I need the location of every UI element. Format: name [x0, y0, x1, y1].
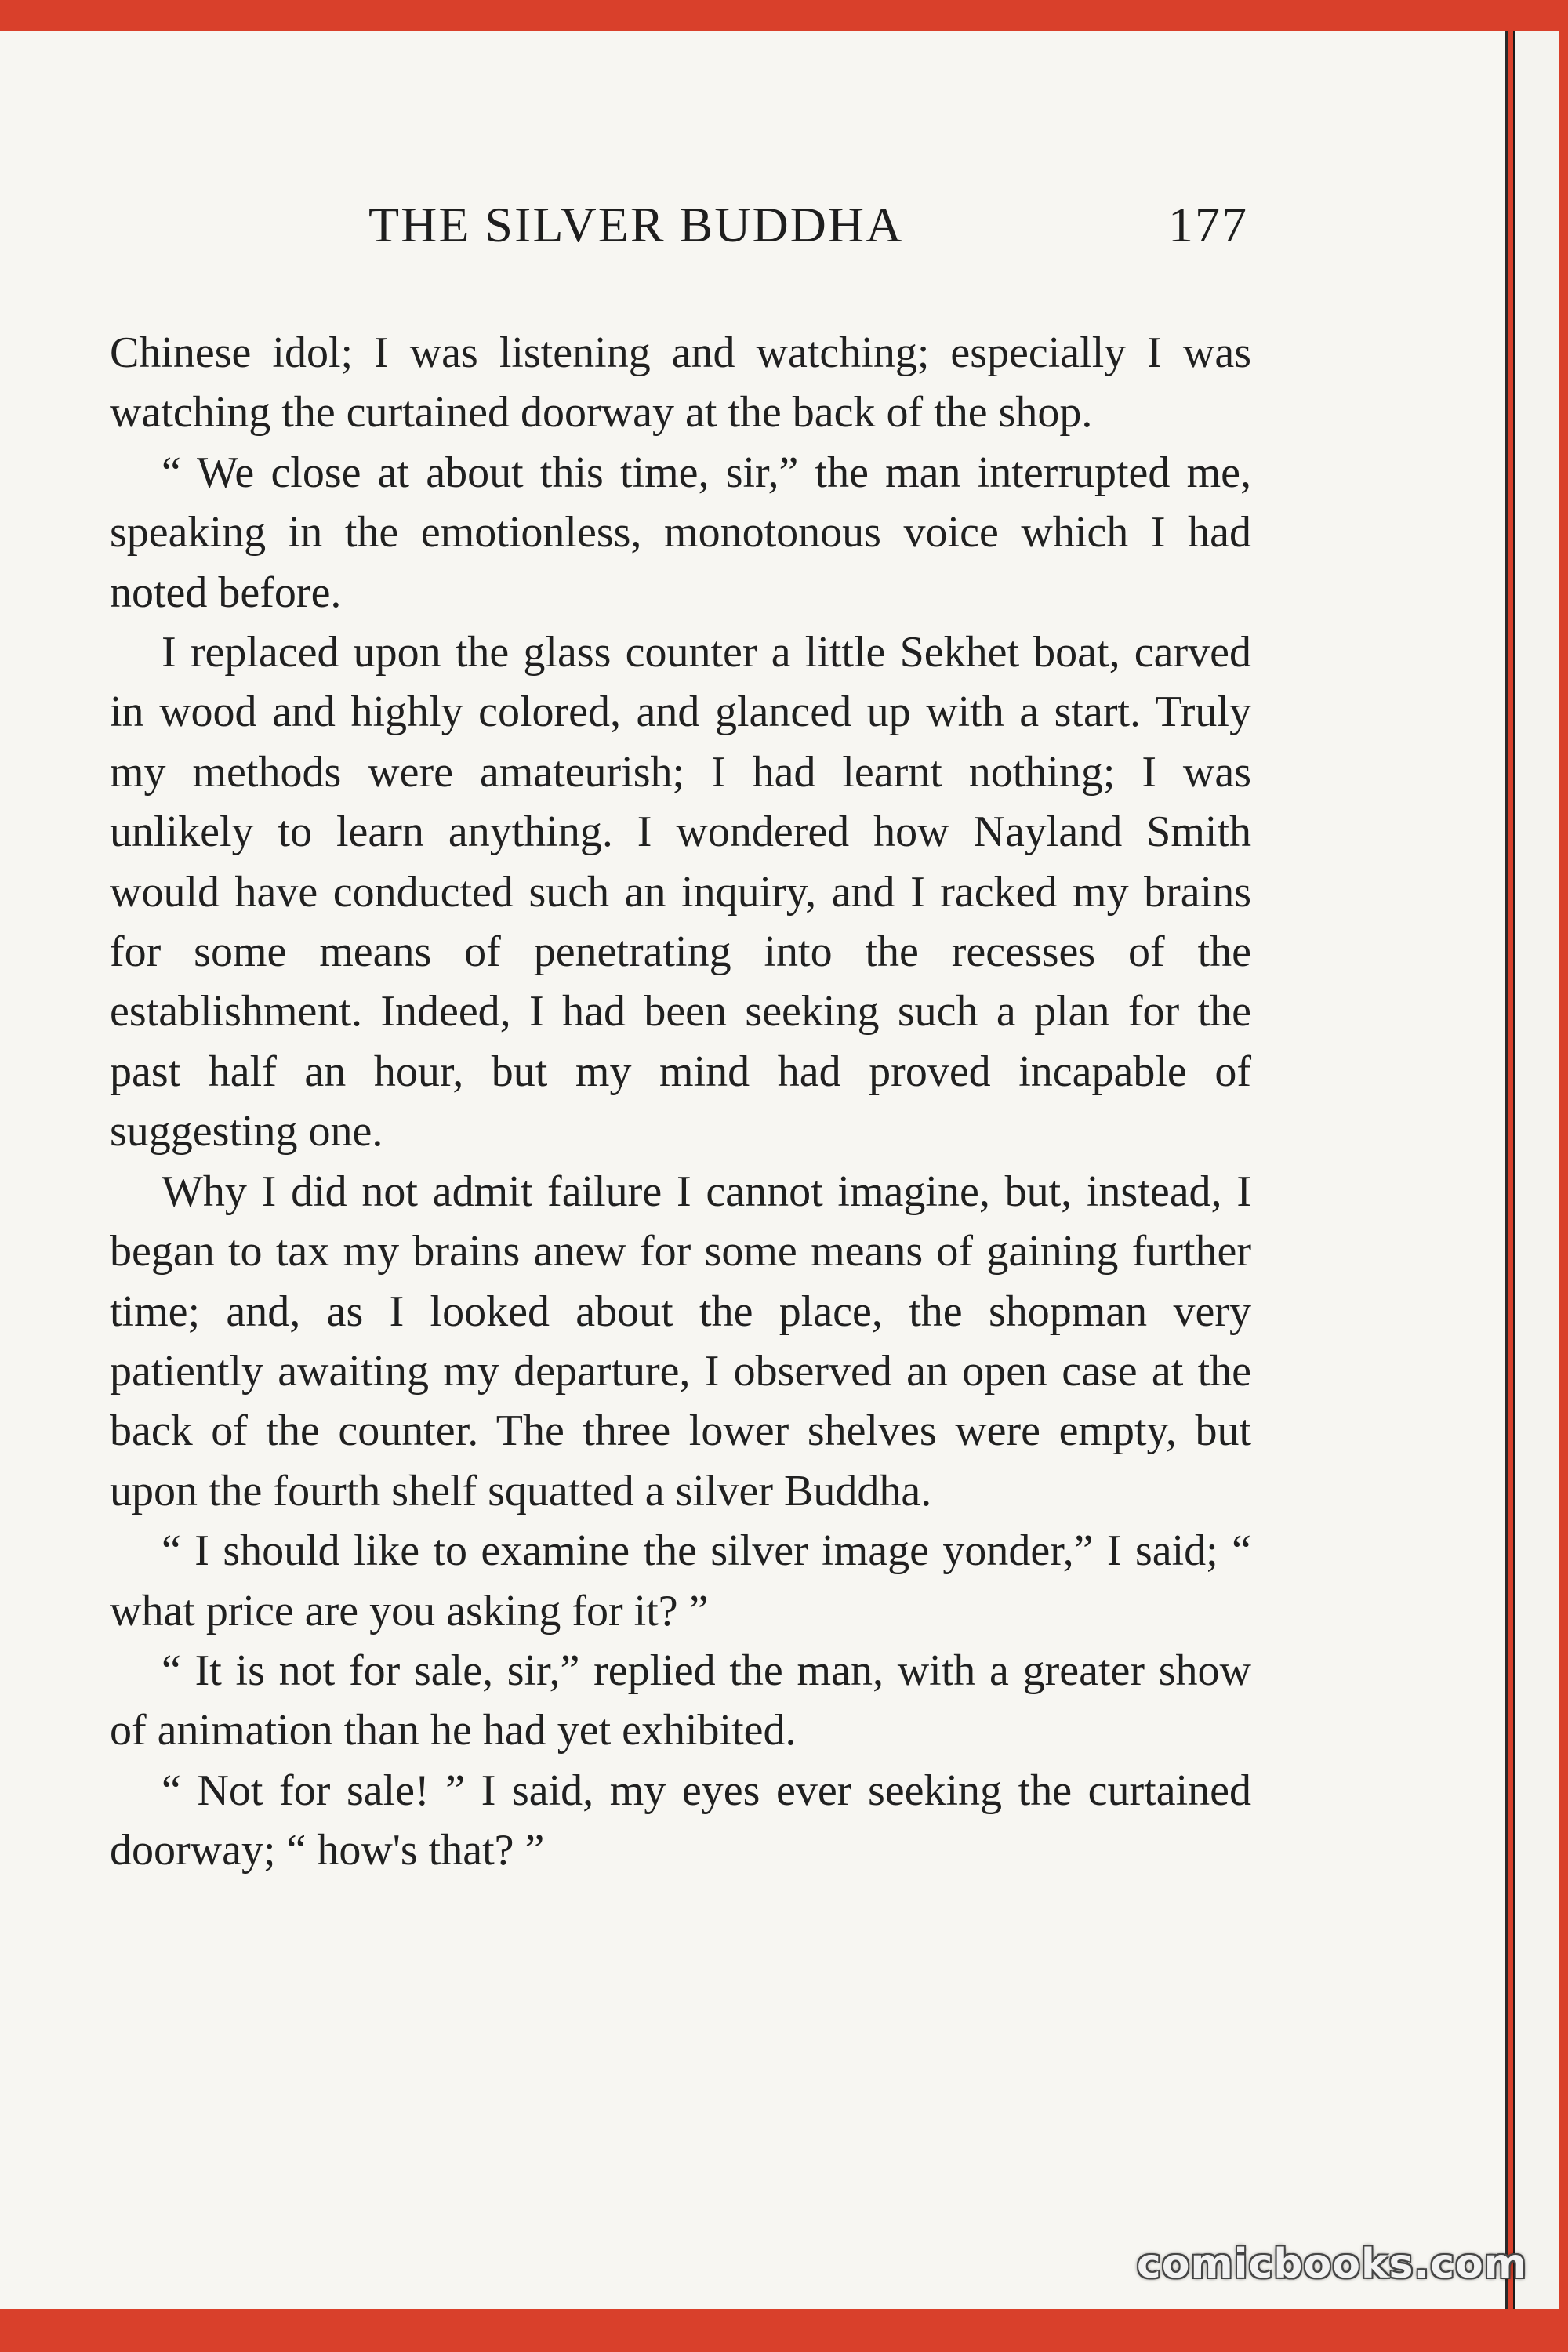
body-text — [110, 323, 1251, 1881]
page-number: 177 — [1168, 197, 1248, 252]
paragraph-5: “ I should like to examine the silver image yonder,” I said; “ what price are you asking for it? ” — [110, 1526, 1251, 1635]
watermark-logo: comicbooks.com — [1136, 2241, 1527, 2288]
book-page — [0, 31, 1508, 2309]
chapter-title: THE SILVER BUDDHA — [368, 197, 904, 252]
paragraph-7: “ Not for sale! ” I said, my eyes ever seeking the curtained doorway; “ how's that? ” — [110, 1766, 1251, 1875]
book-cover-edge — [1513, 31, 1559, 2309]
paragraph-2: “ We close at about this time, sir,” the man interrupted me, speaking in the emotionless, monotonous voice which I had noted before. — [110, 448, 1251, 617]
paragraph-4: Why I did not admit failure I cannot imagine, but, instead, I began to tax my brains anew for some means of gaining further time; and, as I looked about the place, the shopman very patiently awaiting my departure, I observed an open case at the back of the counter. The three lower shelves were empty, but upon the fourth shelf squatted a silver Buddha. — [110, 1167, 1251, 1515]
paragraph-3: I replaced upon the glass counter a little Sekhet boat, carved in wood and highly colored, and glanced up with a start. Truly my methods were amateurish; I had learnt nothing; I was unlikely to learn anything. I wondered how Nayland Smith would have conducted such an inquiry, and I racked my brains for some means of penetrating into the recesses of the establishment. Indeed, I had been seeking such a plan for the past half an hour, but my mind had proved incapable of suggesting one. — [110, 628, 1251, 1156]
paragraph-6: “ It is not for sale, sir,” replied the man, with a greater show of animation than he had yet exhibited. — [110, 1646, 1251, 1755]
paragraph-1: Chinese idol; I was listening and watching; especially I was watching the curtained doorway at the back of the shop. — [110, 328, 1251, 437]
